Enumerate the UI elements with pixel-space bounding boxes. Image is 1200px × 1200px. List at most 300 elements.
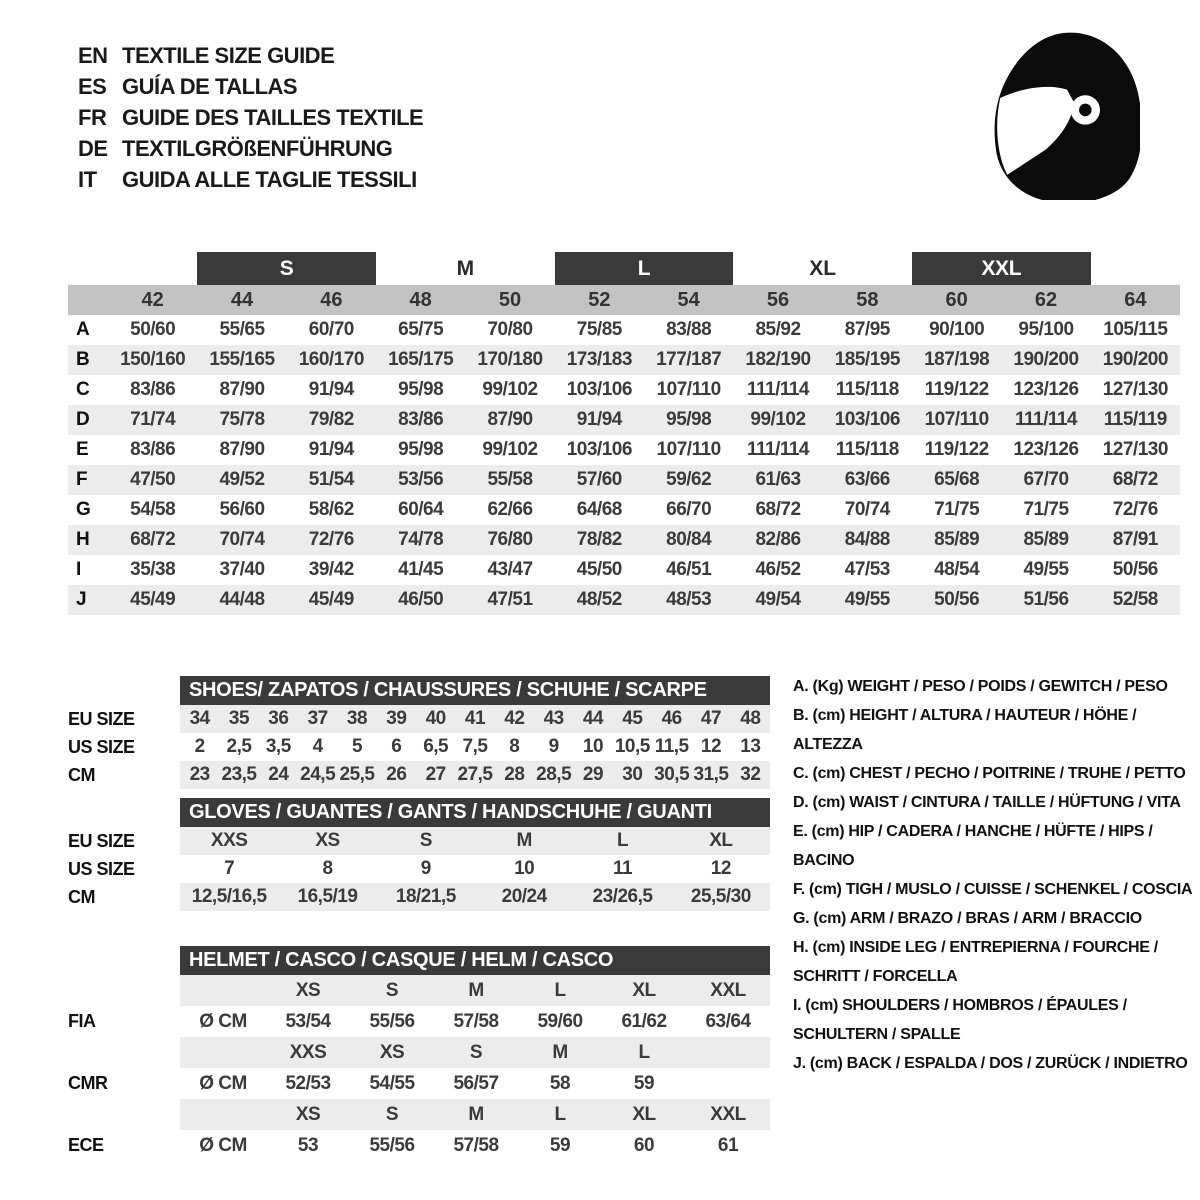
measurement-cell: 37/40: [219, 559, 265, 580]
measurement-cell: 103/106: [566, 439, 632, 460]
shoes-table-body: [180, 676, 770, 789]
gloves-side-spacer: [68, 798, 180, 827]
value-cell: 8: [322, 858, 333, 879]
measurement-cell: 85/89: [934, 529, 980, 550]
measurement-cell: 85/89: [1023, 529, 1069, 550]
value-cell: 18/21,5: [395, 886, 456, 907]
measurement-cell: 51/56: [1023, 589, 1069, 610]
legend-item-h: H. (cm) INSIDE LEG / ENTREPIERNA / FOURCHE / SCHRITT / FORCELLA: [793, 939, 1158, 985]
helmet-value-cell: 59: [549, 1134, 571, 1156]
gloves-label-cm: CM: [68, 886, 95, 907]
size-number: 50: [498, 288, 522, 311]
helmet-value-cell: 61: [717, 1134, 739, 1156]
measurement-cell: 155/165: [209, 349, 275, 370]
helmet-value-cell: 60: [633, 1134, 655, 1156]
helmet-value-cell: 58: [549, 1072, 571, 1094]
language-label: TEXTILGRÖßENFÜHRUNG: [122, 136, 393, 161]
language-row: [78, 164, 423, 195]
helmet-side-gap: [68, 975, 180, 1006]
measurement-cell: 39/42: [308, 559, 354, 580]
measurement-cell: 70/74: [219, 529, 265, 550]
measurement-cell: 91/94: [576, 409, 622, 430]
helmet-value-cell: 55/56: [369, 1010, 415, 1032]
legend-item-a: A. (Kg) WEIGHT / PESO / POIDS / GEWITCH / PESO: [793, 678, 1168, 695]
shoes-side-labels: [68, 676, 180, 789]
value-cell: 23,5: [221, 764, 257, 785]
helmet-size-label: XS: [295, 979, 321, 1001]
helmet-size-label: XXS: [289, 1041, 327, 1063]
measurement-cell: 75/85: [576, 319, 622, 340]
helmet-size-label: XS: [295, 1103, 321, 1125]
measurement-cell: 74/78: [398, 529, 444, 550]
measurement-cell: 70/74: [844, 499, 890, 520]
measurement-cell: 50/56: [934, 589, 980, 610]
measurement-cell: 48/53: [666, 589, 712, 610]
value-cell: 16,5/19: [297, 886, 358, 907]
helmet-size-label: L: [554, 979, 566, 1001]
measurement-row-a: [68, 315, 1180, 345]
helmet-value-cell: 53/54: [285, 1010, 331, 1032]
measurement-cell: 123/126: [1013, 379, 1079, 400]
measurement-cell: 50/56: [1112, 559, 1158, 580]
value-cell: 31,5: [693, 764, 729, 785]
measurement-cell: 83/88: [666, 319, 712, 340]
measurement-cell: 95/98: [666, 409, 712, 430]
measurement-cell: 119/122: [924, 439, 989, 460]
language-code: FR: [78, 105, 107, 130]
helmet-value-cell: 63/64: [705, 1010, 751, 1032]
shoes-table-title: SHOES/ ZAPATOS / CHAUSSURES / SCHUHE / SCARPE: [180, 676, 770, 705]
helmet-value-cell: 56/57: [453, 1072, 499, 1094]
measurement-cell: 91/94: [308, 439, 354, 460]
legend-item-d: D. (cm) WAIST / CINTURA / TAILLE / HÜFTUNG / VITA: [793, 794, 1181, 811]
value-cell: 38: [346, 708, 368, 729]
measurement-row-h: [68, 525, 1180, 555]
shoes-label-eu-size: EU SIZE: [68, 708, 135, 729]
measurement-cell: 46/50: [398, 589, 444, 610]
value-cell: 11,5: [654, 736, 689, 757]
value-cell: 12: [700, 736, 722, 757]
measurement-cell: 45/49: [308, 589, 354, 610]
value-cell: 43: [543, 708, 564, 729]
measurement-cell: 111/114: [746, 439, 810, 460]
helmet-sizes-row-fia: [180, 975, 770, 1006]
legend-item-c: C. (cm) CHEST / PECHO / POITRINE / TRUHE / PETTO: [793, 765, 1186, 782]
helmet-values-row-cmr: [180, 1068, 770, 1099]
legend-item-e: E. (cm) HIP / CADERA / HANCHE / HÜFTE / HIPS / BACINO: [793, 823, 1153, 869]
value-cell: 48: [740, 708, 761, 729]
helmet-table-title: HELMET / CASCO / CASQUE / HELM / CASCO: [180, 946, 770, 975]
measurement-row-f: [68, 465, 1180, 495]
measurement-cell: 91/94: [308, 379, 354, 400]
measurement-cell: 111/114: [746, 379, 810, 400]
value-cell: 35: [228, 708, 250, 729]
row-letter: C: [76, 379, 90, 400]
size-number: 52: [588, 288, 611, 311]
value-cell: 7: [224, 858, 235, 879]
measurement-cell: 85/92: [755, 319, 801, 340]
value-cell: 37: [307, 708, 328, 729]
size-group-l: L: [555, 252, 734, 285]
measurement-cell: 90/100: [929, 319, 985, 340]
measurement-cell: 63/66: [844, 469, 890, 490]
value-cell: 39: [386, 708, 407, 729]
helmet-side-spacer: [68, 946, 180, 975]
helmet-value-cell: [686, 1068, 770, 1099]
measurement-cell: 62/66: [487, 499, 533, 520]
helmet-side-gap: [68, 1099, 180, 1130]
racing-helmet-icon: [978, 26, 1140, 200]
helmet-size-label: M: [552, 1041, 568, 1063]
helmet-value-cell: 52/53: [285, 1072, 331, 1094]
value-cell: 2: [194, 736, 205, 757]
measurement-cell: 119/122: [924, 379, 989, 400]
numeric-size-header-row: [68, 285, 1180, 315]
size-group-m: M: [456, 256, 475, 280]
measurement-cell: 51/54: [308, 469, 354, 490]
language-title-list: [78, 40, 423, 195]
measurement-cell: 60/70: [308, 319, 354, 340]
measurement-cell: 150/160: [120, 349, 186, 370]
measurement-cell: 79/82: [308, 409, 354, 430]
row-letter: D: [76, 409, 90, 430]
measurement-cell: 127/130: [1102, 439, 1168, 460]
language-row: [78, 102, 423, 133]
measurement-cell: 72/76: [1112, 499, 1158, 520]
value-cell: 41: [464, 708, 486, 729]
measurement-cell: 52/58: [1112, 589, 1158, 610]
measurement-row-d: [68, 405, 1180, 435]
measurement-cell: 43/47: [487, 559, 533, 580]
helmet-size-label: L: [638, 1041, 650, 1063]
language-code: EN: [78, 43, 108, 68]
value-cell: 3,5: [265, 736, 291, 757]
helmet-value-cell: 59: [633, 1072, 655, 1094]
helmet-size-label: XL: [632, 1103, 656, 1125]
value-cell: 8: [509, 736, 520, 757]
measurement-cell: 111/114: [1014, 409, 1078, 430]
helmet-value-cell: 61/62: [621, 1010, 667, 1032]
measurement-cell: 165/175: [388, 349, 454, 370]
language-row: [78, 71, 423, 102]
gloves-size-table: [68, 798, 770, 911]
value-cell: 28,5: [536, 764, 572, 785]
measurement-cell: 68/72: [130, 529, 176, 550]
helmet-value-cell: 59/60: [537, 1010, 583, 1032]
measurement-cell: 87/91: [1112, 529, 1158, 550]
measurement-cell: 48/54: [934, 559, 980, 580]
gloves-table-body: [180, 798, 770, 911]
measurement-cell: 71/75: [1023, 499, 1069, 520]
row-letter: F: [76, 469, 88, 490]
value-cell: 9: [420, 858, 431, 879]
measurement-cell: 78/82: [576, 529, 622, 550]
value-cell: 13: [740, 736, 761, 757]
measurement-cell: 127/130: [1102, 379, 1168, 400]
value-cell: XL: [709, 830, 733, 851]
size-label-spacer: [180, 975, 266, 1006]
measurement-cell: 87/90: [487, 409, 533, 430]
measurement-cell: 87/90: [219, 439, 265, 460]
value-cell: 10: [514, 858, 535, 879]
size-number: 64: [1124, 288, 1147, 311]
language-row: [78, 40, 423, 71]
language-code: DE: [78, 136, 108, 161]
value-cell: 23/26,5: [592, 886, 653, 907]
size-number-spacer: [68, 285, 108, 315]
row-letter: I: [76, 559, 81, 580]
language-label: GUÍA DE TALLAS: [122, 74, 298, 99]
helmet-size-label: M: [468, 1103, 484, 1125]
helmet-label-fia: FIA: [68, 1011, 96, 1031]
gloves-row: [180, 855, 770, 883]
measurement-cell: 45/49: [130, 589, 176, 610]
legend-item-b: B. (cm) HEIGHT / ALTURA / HAUTEUR / HÖHE / ALTEZZA: [793, 707, 1137, 753]
measurement-cell: 95/98: [398, 379, 444, 400]
size-number: 42: [141, 288, 164, 311]
helmet-sizes-row-cmr: [180, 1037, 770, 1068]
measurement-cell: 76/80: [487, 529, 533, 550]
measurement-cell: 58/62: [308, 499, 354, 520]
language-row: [78, 133, 423, 164]
measurement-cell: 53/56: [398, 469, 444, 490]
measurement-cell: 107/110: [656, 439, 721, 460]
measurement-cell: 190/200: [1102, 349, 1168, 370]
measurement-row-i: [68, 555, 1180, 585]
size-number: 58: [856, 288, 879, 311]
measurement-cell: 83/86: [130, 439, 176, 460]
measurement-cell: 68/72: [1112, 469, 1158, 490]
value-cell: 29: [582, 764, 604, 785]
gloves-label-us-size: US SIZE: [68, 858, 135, 879]
measurement-cell: 84/88: [844, 529, 890, 550]
measurement-cell: 72/76: [308, 529, 354, 550]
language-label: TEXTILE SIZE GUIDE: [122, 43, 335, 68]
measurement-cell: 95/98: [398, 439, 444, 460]
measurement-cell: 170/180: [477, 349, 543, 370]
measurement-rows: [68, 315, 1180, 615]
measurement-cell: 46/51: [666, 559, 712, 580]
value-cell: 47: [700, 708, 722, 729]
helmet-size-label: XL: [632, 979, 656, 1001]
legend-item-j: J. (cm) BACK / ESPALDA / DOS / ZURÜCK / INDIETRO: [793, 1055, 1188, 1072]
measurement-cell: 56/60: [219, 499, 265, 520]
size-group-xxl: XXL: [912, 252, 1091, 285]
measurement-cell: 99/102: [482, 379, 538, 400]
measurement-cell: 54/58: [130, 499, 176, 520]
value-cell: 7,5: [462, 736, 488, 757]
shoes-row: [180, 705, 770, 733]
measurement-cell: 47/50: [130, 469, 176, 490]
measurement-cell: 64/68: [576, 499, 622, 520]
value-cell: 32: [740, 764, 761, 785]
shoes-label-us-size: US SIZE: [68, 736, 135, 757]
measurement-cell: 80/84: [666, 529, 712, 550]
helmet-label-ece: ECE: [68, 1135, 104, 1155]
value-cell: 9: [548, 736, 559, 757]
measurement-cell: 45/50: [576, 559, 622, 580]
value-cell: 11: [612, 858, 633, 879]
diameter-unit-label: Ø CM: [199, 1072, 247, 1094]
value-cell: 12: [710, 858, 731, 879]
helmet-side-labels: [68, 946, 180, 1161]
helmet-value-cell: 55/56: [369, 1134, 415, 1156]
gloves-table-title: GLOVES / GUANTES / GANTS / HANDSCHUHE / GUANTI: [180, 798, 770, 827]
size-number: 60: [945, 288, 968, 311]
value-cell: 34: [189, 708, 210, 729]
measurement-cell: 177/187: [656, 349, 722, 370]
helmet-sizes-row-ece: [180, 1099, 770, 1130]
measurement-row-c: [68, 375, 1180, 405]
measurement-cell: 71/74: [130, 409, 176, 430]
value-cell: 4: [312, 736, 323, 757]
measurement-cell: 123/126: [1013, 439, 1079, 460]
value-cell: M: [516, 830, 532, 851]
helmet-value-cell: 57/58: [453, 1010, 499, 1032]
measurement-cell: 55/58: [487, 469, 533, 490]
measurement-cell: 107/110: [656, 379, 721, 400]
measurement-cell: 107/110: [924, 409, 989, 430]
shoes-row: [180, 761, 770, 789]
row-letter: B: [76, 349, 90, 370]
measurement-cell: 46/52: [755, 559, 801, 580]
row-letter: E: [76, 439, 89, 460]
size-number: 62: [1034, 288, 1058, 311]
measurement-cell: 115/118: [835, 439, 899, 460]
value-cell: 36: [268, 708, 289, 729]
value-cell: 46: [661, 708, 682, 729]
value-cell: 2,5: [226, 736, 252, 757]
value-cell: 27,5: [457, 764, 493, 785]
helmet-size-label: M: [468, 979, 484, 1001]
size-group-header-row: [68, 252, 1180, 285]
measurement-cell: 48/52: [576, 589, 622, 610]
measurement-cell: 65/75: [398, 319, 444, 340]
measurement-cell: 105/115: [1103, 319, 1168, 340]
measurement-cell: 50/60: [130, 319, 176, 340]
measurement-cell: 160/170: [298, 349, 364, 370]
measurement-cell: 49/55: [1023, 559, 1069, 580]
legend-item-i: I. (cm) SHOULDERS / HOMBROS / ÉPAULES / SCHULTERN / SPALLE: [793, 997, 1127, 1043]
measurement-cell: 49/54: [755, 589, 801, 610]
helmet-size-label: XXL: [710, 1103, 746, 1125]
size-number: 48: [409, 288, 432, 311]
measurement-cell: 75/78: [219, 409, 265, 430]
shoes-label-cm: CM: [68, 764, 95, 785]
measurement-cell: 83/86: [398, 409, 444, 430]
measurement-cell: 87/95: [844, 319, 890, 340]
measurement-cell: 47/51: [487, 589, 533, 610]
shoes-size-table: [68, 676, 770, 789]
gloves-side-labels: [68, 798, 180, 911]
helmet-size-label: XXL: [710, 979, 746, 1001]
measurement-cell: 47/53: [844, 559, 890, 580]
value-cell: 25,5: [339, 764, 375, 785]
size-number: 44: [230, 288, 254, 311]
value-cell: 10,5: [614, 736, 650, 757]
diameter-unit-label: Ø CM: [199, 1134, 247, 1156]
helmet-size-label: S: [469, 1041, 483, 1063]
measurement-cell: 190/200: [1013, 349, 1079, 370]
value-cell: S: [419, 830, 432, 851]
legend-item-g: G. (cm) ARM / BRAZO / BRAS / ARM / BRACCIO: [793, 910, 1142, 927]
language-code: IT: [78, 167, 97, 192]
gloves-row: [180, 827, 770, 855]
measurement-cell: 68/72: [755, 499, 801, 520]
measurement-cell: 49/52: [219, 469, 265, 490]
value-cell: 20/24: [501, 886, 547, 907]
language-code: ES: [78, 74, 107, 99]
measurement-row-g: [68, 495, 1180, 525]
measurement-cell: 99/102: [482, 439, 538, 460]
measurement-cell: 55/65: [219, 319, 265, 340]
size-group-s: S: [197, 252, 376, 285]
diameter-unit-label: Ø CM: [199, 1010, 247, 1032]
measurement-cell: 187/198: [924, 349, 990, 370]
value-cell: 12,5/16,5: [191, 886, 267, 907]
measurement-cell: 182/190: [745, 349, 811, 370]
helmet-size-label: L: [554, 1103, 566, 1125]
measurement-cell: 57/60: [576, 469, 622, 490]
measurement-legend: [793, 672, 1200, 1078]
value-cell: 42: [504, 708, 525, 729]
helmet-label-cmr: CMR: [68, 1073, 108, 1093]
measurement-cell: 41/45: [398, 559, 444, 580]
measurement-cell: 185/195: [834, 349, 900, 370]
gloves-row: [180, 883, 770, 911]
measurement-cell: 95/100: [1018, 319, 1074, 340]
helmet-value-cell: 54/55: [369, 1072, 415, 1094]
value-cell: 28: [504, 764, 525, 785]
measurement-cell: 60/64: [398, 499, 444, 520]
size-number: 56: [766, 288, 790, 311]
measurement-cell: 103/106: [834, 409, 900, 430]
size-label-spacer: [180, 1037, 266, 1068]
value-cell: 24: [268, 764, 289, 785]
helmet-size-label: XS: [379, 1041, 405, 1063]
value-cell: L: [616, 830, 629, 851]
size-group-xl: XL: [809, 256, 837, 280]
measurement-cell: 71/75: [934, 499, 980, 520]
size-number: 46: [320, 288, 343, 311]
value-cell: 30: [622, 764, 643, 785]
measurement-cell: 83/86: [130, 379, 176, 400]
size-label-spacer: [180, 1099, 266, 1130]
shoes-row: [180, 733, 770, 761]
value-cell: 24,5: [300, 764, 336, 785]
measurement-cell: 103/106: [566, 379, 632, 400]
helmet-values-row-fia: [180, 1006, 770, 1037]
row-letter: G: [76, 499, 91, 520]
measurement-cell: 87/90: [219, 379, 265, 400]
value-cell: 6,5: [423, 736, 449, 757]
measurement-cell: 49/55: [844, 589, 890, 610]
language-label: GUIDE DES TAILLES TEXTILE: [122, 105, 424, 130]
helmet-side-gap: [68, 1037, 180, 1068]
value-cell: 27: [425, 764, 446, 785]
measurement-cell: 65/68: [934, 469, 980, 490]
measurement-row-e: [68, 435, 1180, 465]
value-cell: 25,5/30: [690, 886, 751, 907]
value-cell: 10: [582, 736, 604, 757]
gloves-label-eu-size: EU SIZE: [68, 830, 135, 851]
value-cell: 45: [622, 708, 643, 729]
row-letter: A: [76, 319, 90, 340]
helmet-value-cell: 53: [297, 1134, 319, 1156]
size-number: 54: [677, 288, 700, 311]
value-cell: 44: [582, 708, 604, 729]
measurement-cell: 115/118: [835, 379, 899, 400]
